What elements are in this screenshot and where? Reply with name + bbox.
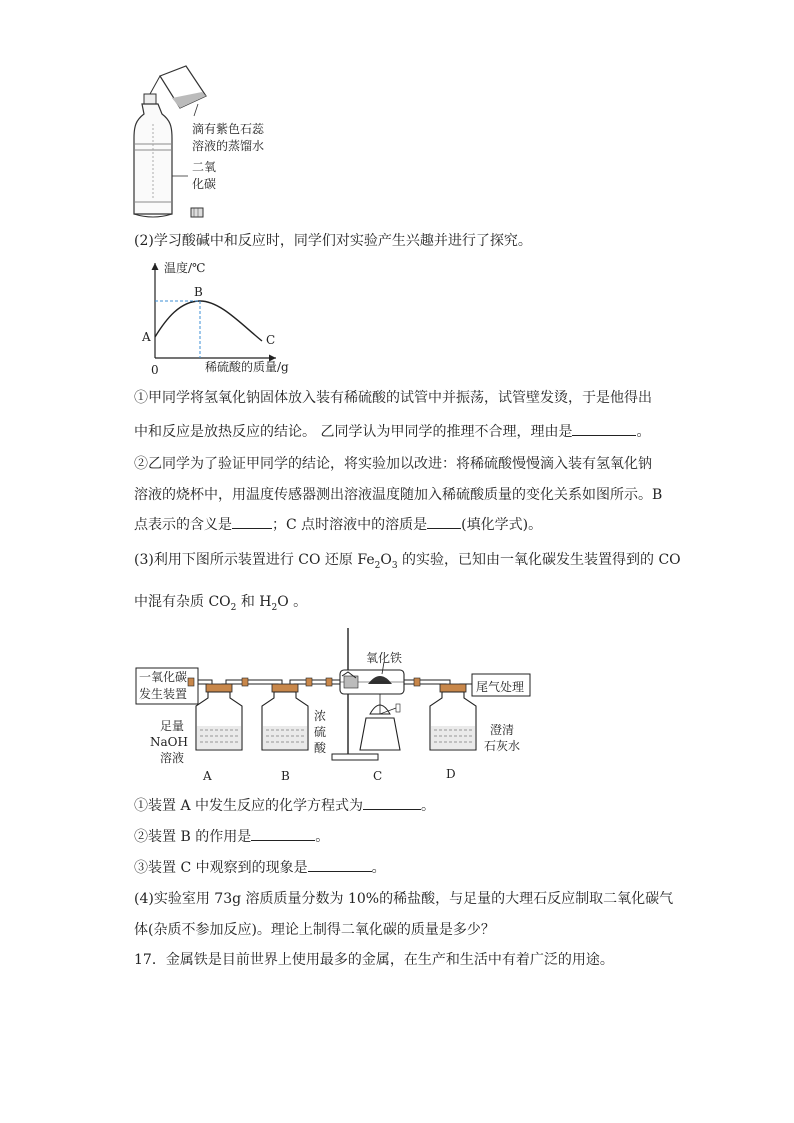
q2-p2-line1: ②乙同学为了验证甲同学的结论，将实验加以改进：将稀硫酸慢慢滴入装有氢氧化钠 bbox=[134, 456, 652, 472]
naoh-label-1: 足量 bbox=[160, 719, 185, 733]
q2-p2-line3: 点表示的含义是 ；C 点时溶液中的溶质是 (填化学式)。 bbox=[134, 514, 542, 535]
answer-blank[interactable] bbox=[232, 514, 272, 529]
apparatus-diagram bbox=[134, 622, 544, 790]
label-litmus-water-2: 溶液的蒸馏水 bbox=[192, 139, 265, 153]
apparatus-label-c: C bbox=[373, 769, 383, 783]
q4-line1: (4)实验室用 73g 溶质质量分数为 10%的稀盐酸，与足量的大理石反应制取二氧化碳气 bbox=[134, 891, 674, 907]
chart-point-c: C bbox=[266, 333, 276, 347]
q3-line2: 中混有杂质 $CO_2$ 和 $H_2O$ 。 bbox=[134, 594, 308, 613]
limewater-label-1: 澄清 bbox=[490, 723, 515, 737]
bottle-cap bbox=[191, 208, 203, 217]
answer-blank[interactable] bbox=[572, 421, 636, 436]
label-co2-1: 二氧 bbox=[192, 160, 217, 174]
iron-oxide-label: 氧化铁 bbox=[366, 651, 403, 665]
co-generator-label-1: 一氧化碳 bbox=[139, 670, 188, 684]
chart-point-a: A bbox=[142, 330, 151, 344]
bottle-a bbox=[196, 684, 242, 750]
apparatus-label-a: A bbox=[203, 769, 212, 783]
q2-p1-line1: ①甲同学将氢氧化钠固体放入装有稀硫酸的试管中并振荡，试管壁发烫，于是他得出 bbox=[134, 390, 652, 406]
plastic-bottle bbox=[134, 94, 172, 217]
bottle-b bbox=[262, 684, 308, 750]
co-generator-label-2: 发生装置 bbox=[139, 687, 188, 701]
h2so4-label-3: 酸 bbox=[314, 741, 327, 755]
q3-line1: (3)利用下图所示装置进行 CO 还原 $Fe_2O_3$ 的实验，已知由一氧化碳发生装置得到的 CO bbox=[134, 552, 681, 571]
q3-s1: ①装置 A 中发生反应的化学方程式为 。 bbox=[134, 795, 435, 816]
q3-s2: ②装置 B 的作用是 。 bbox=[134, 826, 329, 847]
q2-p1-line2: 中和反应是放热反应的结论。 乙同学认为甲同学的推理不合理，理由是 。 bbox=[134, 421, 650, 442]
chart-ylabel: 温度/℃ bbox=[164, 261, 206, 275]
q4-line2: 体(杂质不参加反应)。理论上制得二氧化碳的质量是多少？ bbox=[134, 922, 495, 938]
answer-blank[interactable] bbox=[251, 826, 315, 841]
apparatus-label-d: D bbox=[446, 767, 456, 781]
q17-text: 17．金属铁是目前世界上使用最多的金属，在生产和生活中有着广泛的用途。 bbox=[134, 952, 614, 968]
q2-intro: (2)学习酸碱中和反应时，同学们对实验产生兴趣并进行了探究。 bbox=[134, 233, 532, 249]
naoh-label-3: 溶液 bbox=[160, 751, 185, 765]
naoh-label-2: NaOH bbox=[150, 735, 188, 749]
label-litmus-water-1: 滴有紫色石蕊 bbox=[192, 122, 265, 136]
limewater-label-2: 石灰水 bbox=[484, 739, 521, 753]
chart-xlabel: 稀硫酸的质量/g bbox=[205, 360, 289, 374]
answer-blank[interactable] bbox=[363, 795, 421, 810]
pouring-beaker bbox=[150, 66, 206, 108]
answer-blank[interactable] bbox=[308, 857, 372, 872]
answer-blank[interactable] bbox=[427, 514, 461, 529]
bottle-d bbox=[430, 684, 476, 750]
chart-point-b: B bbox=[194, 285, 203, 299]
label-co2-2: 化碳 bbox=[192, 177, 217, 191]
q2-p1-text: 中和反应是放热反应的结论。 乙同学认为甲同学的推理不合理，理由是 bbox=[134, 424, 573, 440]
tail-gas-label: 尾气处理 bbox=[476, 680, 525, 694]
chart-origin: 0 bbox=[151, 363, 159, 377]
temperature-curve bbox=[155, 301, 262, 341]
q3-s3: ③装置 C 中观察到的现象是 。 bbox=[134, 857, 386, 878]
q2-p2-line2: 溶液的烧杯中，用温度传感器测出溶液温度随加入稀硫酸质量的变化关系如图所示。B bbox=[134, 487, 663, 503]
h2so4-label-2: 硫 bbox=[314, 725, 327, 739]
h2so4-label-1: 浓 bbox=[314, 709, 327, 723]
apparatus-label-b: B bbox=[281, 769, 290, 783]
